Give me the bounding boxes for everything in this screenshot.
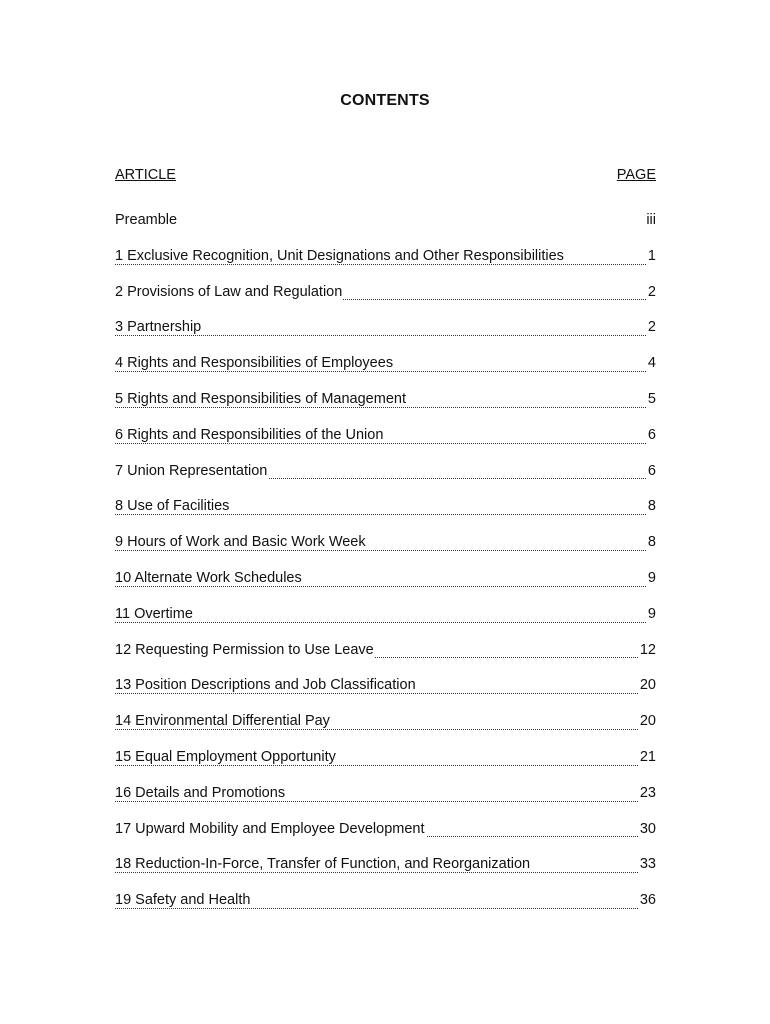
toc-entry: [115, 740, 656, 776]
toc-entry: [115, 883, 656, 919]
toc-entry-page: 4: [647, 346, 656, 382]
toc-entry-title: 7 Union Representation: [115, 462, 268, 479]
toc-entry-page: 9: [647, 597, 656, 633]
toc-entry-page: 2: [647, 275, 656, 311]
toc-entry-page: 5: [647, 382, 656, 418]
toc-entry-title: 18 Reduction-In-Force, Transfer of Function, and Reorganization: [115, 856, 531, 873]
toc-entry-title: 16 Details and Promotions: [115, 784, 286, 801]
toc-entry: [115, 382, 656, 418]
toc-entry: [115, 454, 656, 490]
toc-entry-title: 10 Alternate Work Schedules: [115, 569, 302, 586]
toc-entry: [115, 633, 656, 669]
toc-entry: [115, 346, 656, 382]
toc-entry-title: 2 Provisions of Law and Regulation: [115, 283, 343, 300]
toc-entry: [115, 597, 656, 633]
toc-entry: [115, 776, 656, 812]
toc-entry-title: 9 Hours of Work and Basic Work Week: [115, 534, 366, 551]
toc-entry: [115, 203, 656, 239]
toc-entry-title: 5 Rights and Responsibilities of Management: [115, 390, 406, 407]
toc-entry-page: 12: [639, 633, 656, 669]
toc-entry-page: iii: [645, 203, 656, 239]
toc-entry-title: 14 Environmental Differential Pay: [115, 713, 330, 730]
toc-entry-title: 19 Safety and Health: [115, 892, 251, 909]
toc-entry-page: 6: [647, 454, 656, 490]
toc-entry-page: 8: [647, 489, 656, 525]
page-title: CONTENTS: [340, 92, 430, 109]
toc-entry-title: 4 Rights and Responsibilities of Employees: [115, 355, 394, 372]
toc-entry-page: 21: [639, 740, 656, 776]
toc-entry: [115, 239, 656, 275]
toc-entry: [115, 418, 656, 454]
toc-entry-page: 20: [639, 668, 656, 704]
toc-entry-page: 2: [647, 310, 656, 346]
page-column-header: PAGE: [616, 167, 656, 183]
toc-entry: [115, 310, 656, 346]
toc-entry: [115, 812, 656, 848]
toc-entry-title: 11 Overtime: [115, 605, 193, 622]
toc-entry: [115, 525, 656, 561]
toc-entry-title: 6 Rights and Responsibilities of the Union: [115, 426, 384, 443]
table-of-contents: [115, 203, 656, 919]
toc-entry-title: Preamble: [115, 212, 178, 228]
toc-entry-page: 8: [647, 525, 656, 561]
toc-entry-title: 12 Requesting Permission to Use Leave: [115, 641, 374, 658]
toc-entry-page: 6: [647, 418, 656, 454]
toc-entry-title: 13 Position Descriptions and Job Classification: [115, 677, 416, 694]
toc-entry-page: 9: [647, 561, 656, 597]
toc-entry: [115, 704, 656, 740]
toc-entry-page: 36: [639, 883, 656, 919]
article-column-header: ARTICLE: [115, 167, 176, 183]
toc-entry-page: 30: [639, 812, 656, 848]
toc-entry-title: 8 Use of Facilities: [115, 498, 230, 515]
toc-entry-page: 23: [639, 776, 656, 812]
toc-entry-page: 33: [639, 847, 656, 883]
toc-entry: [115, 489, 656, 525]
toc-entry: [115, 847, 656, 883]
toc-entry: [115, 561, 656, 597]
toc-entry-page: 1: [647, 239, 656, 275]
toc-entry-page: 20: [639, 704, 656, 740]
toc-entry-title: 3 Partnership: [115, 319, 202, 336]
toc-entry: [115, 275, 656, 311]
dot-leader: [115, 621, 656, 623]
toc-entry-title: 1 Exclusive Recognition, Unit Designations and Other Responsibilities: [115, 247, 564, 264]
toc-entry: [115, 668, 656, 704]
toc-entry-title: 17 Upward Mobility and Employee Development: [115, 820, 425, 837]
toc-entry-title: 15 Equal Employment Opportunity: [115, 748, 336, 765]
